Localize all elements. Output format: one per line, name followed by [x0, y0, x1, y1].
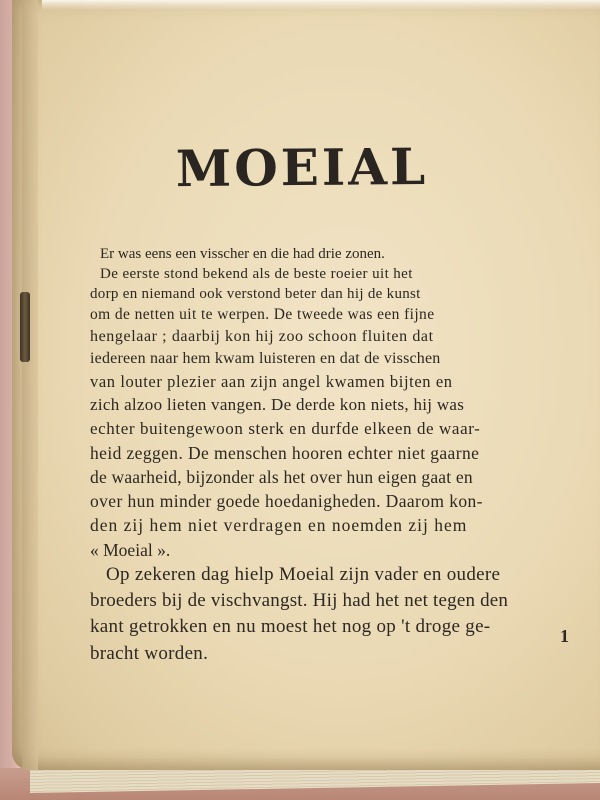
text-line: heid zeggen. De menschen hooren echter niet gaarne: [90, 443, 480, 463]
text-line: den zij hem niet verdragen en noemden zij hem: [90, 515, 468, 535]
text-line: over hun minder goede hoedanigheden. Daarom kon-: [90, 491, 483, 511]
text-line: broeders bij de vischvangst. Hij had het net tegen den: [90, 590, 509, 611]
page-number: 1: [560, 626, 569, 646]
page-top-edge: [42, 0, 600, 10]
text-line: hengelaar ; daarbij kon hij zoo schoon fluiten dat: [90, 328, 434, 345]
text-line: echter buitengewoon sterk en durfde elkeen de waar-: [90, 419, 481, 438]
text-line: kant getrokken en nu moest het nog op 't droge ge-: [90, 616, 491, 637]
text-line: van louter plezier aan zijn angel kwamen bijten en: [90, 372, 453, 391]
text-line: iedereen naar hem kwam luisteren en dat de visschen: [90, 350, 441, 367]
page-gutter: [22, 0, 38, 770]
text-line: De eerste stond bekend als de beste roeier uit het: [100, 266, 413, 282]
text-line: om de netten uit te werpen. De tweede was een fijne: [90, 306, 435, 323]
binding-stitch: [20, 292, 30, 362]
text-line: « Moeial ».: [90, 540, 171, 560]
text-line: Op zekeren dag hielp Moeial zijn vader en oudere: [106, 564, 501, 585]
text-line: dorp en niemand ook verstond beter dan hij de kunst: [90, 286, 421, 302]
page-title: MOEIAL: [175, 136, 429, 199]
text-line: de waarheid, bijzonder als het over hun eigen gaat en: [90, 467, 473, 487]
text-line: Er was eens een visscher en die had drie zonen.: [100, 246, 385, 262]
text-line: zich alzoo lieten vangen. De derde kon niets, hij was: [90, 395, 465, 414]
book-page: [12, 0, 600, 770]
text-line: bracht worden.: [90, 643, 209, 664]
